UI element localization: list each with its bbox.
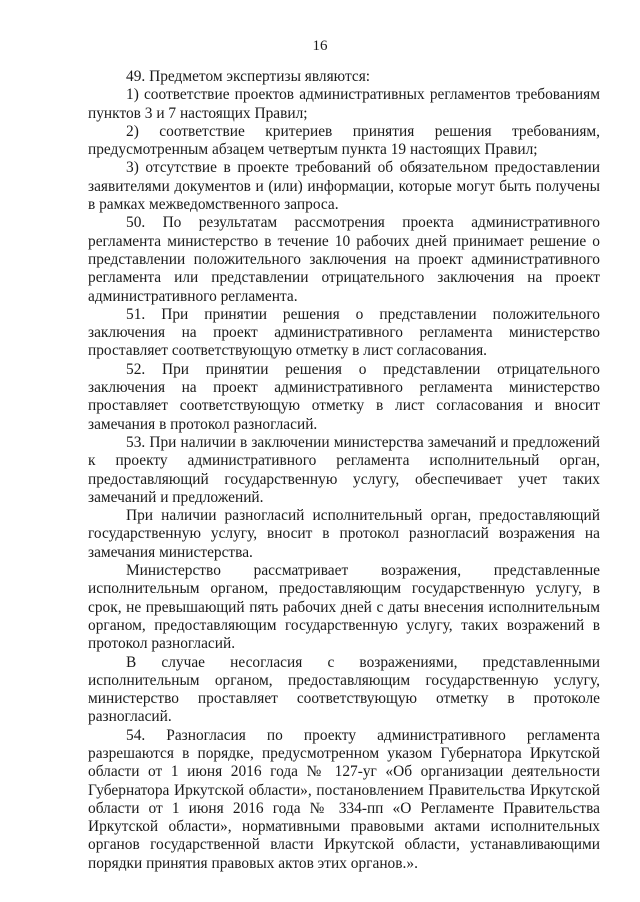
paragraph-51: 51. При принятии решения о представлении положительного заключения на проект административного регламента министерство проставляет соответствующую отметку в лист согласования. xyxy=(88,305,600,360)
paragraph-49-item-1: 1) соответствие проектов административных регламентов требованиям пунктов 3 и 7 настоящих Правил; xyxy=(88,86,600,122)
paragraph-53: 53. При наличии в заключении министерства замечаний и предложений к проекту административного регламента исполнительный орган, предоставляющий государственную услугу, обеспечивает учет таких замечаний и предложений. xyxy=(88,433,600,506)
paragraph-49-intro: 49. Предметом экспертизы являются: xyxy=(126,68,371,85)
paragraph-52: 52. При принятии решения о представлении отрицательного заключения на проект административного регламента министерство проставляет соответствующую отметку в лист согласования и вносит замечания в протокол разногласий. xyxy=(88,360,600,433)
paragraph-53-ministry-review: Министерство рассматривает возражения, представленные исполнительным органом, предоставляющим государственную услугу, в срок, не превышающий пять рабочих дней с даты внесения исполнительным органом, предоставляющим государственную услугу, таких возражений в протокол разногласий. xyxy=(88,562,600,653)
document-body xyxy=(88,68,600,873)
page-number: 16 xyxy=(312,38,328,54)
paragraph-49-item-3: 3) отсутствие в проекте требований об обязательном предоставлении заявителями документов и (или) информации, которые могут быть получены в рамках межведомственного запроса. xyxy=(88,159,600,214)
paragraph-50: 50. По результатам рассмотрения проекта административного регламента министерство в течение 10 рабочих дней принимает решение о представлении положительного заключения на проект административного регламента или представлении отрицательного заключения на проект административного регламента. xyxy=(88,214,600,305)
paragraph-54: 54. Разногласия по проекту административного регламента разрешаются в порядке, предусмотренном указом Губернатора Иркутской области от 1 июня 2016 года № 127-уг «Об организации деятельности Губернатора Иркутской области», постановлением Правительства Иркутской области от 1 июня 2016 года № 334-пп «О Регламенте Правительства Иркутской области», нормативными правовыми актами исполнительных органов государственной власти Иркутской области, устанавливающими порядки принятия правовых актов этих органов.». xyxy=(88,726,600,872)
paragraph-49-item-2: 2) соответствие критериев принятия решения требованиям, предусмотренным абзацем четвертым пункта 19 настоящих Правил; xyxy=(88,122,600,159)
paragraph-53-disagreements: При наличии разногласий исполнительный орган, предоставляющий государственную услугу, вносит в протокол разногласий возражения на замечания министерства. xyxy=(88,507,600,561)
paragraph-53-objection: В случае несогласия с возражениями, представленными исполнительным органом, предоставляющим государственную услугу, министерство проставляет соответствующую отметку в протоколе разногласий. xyxy=(88,653,600,726)
